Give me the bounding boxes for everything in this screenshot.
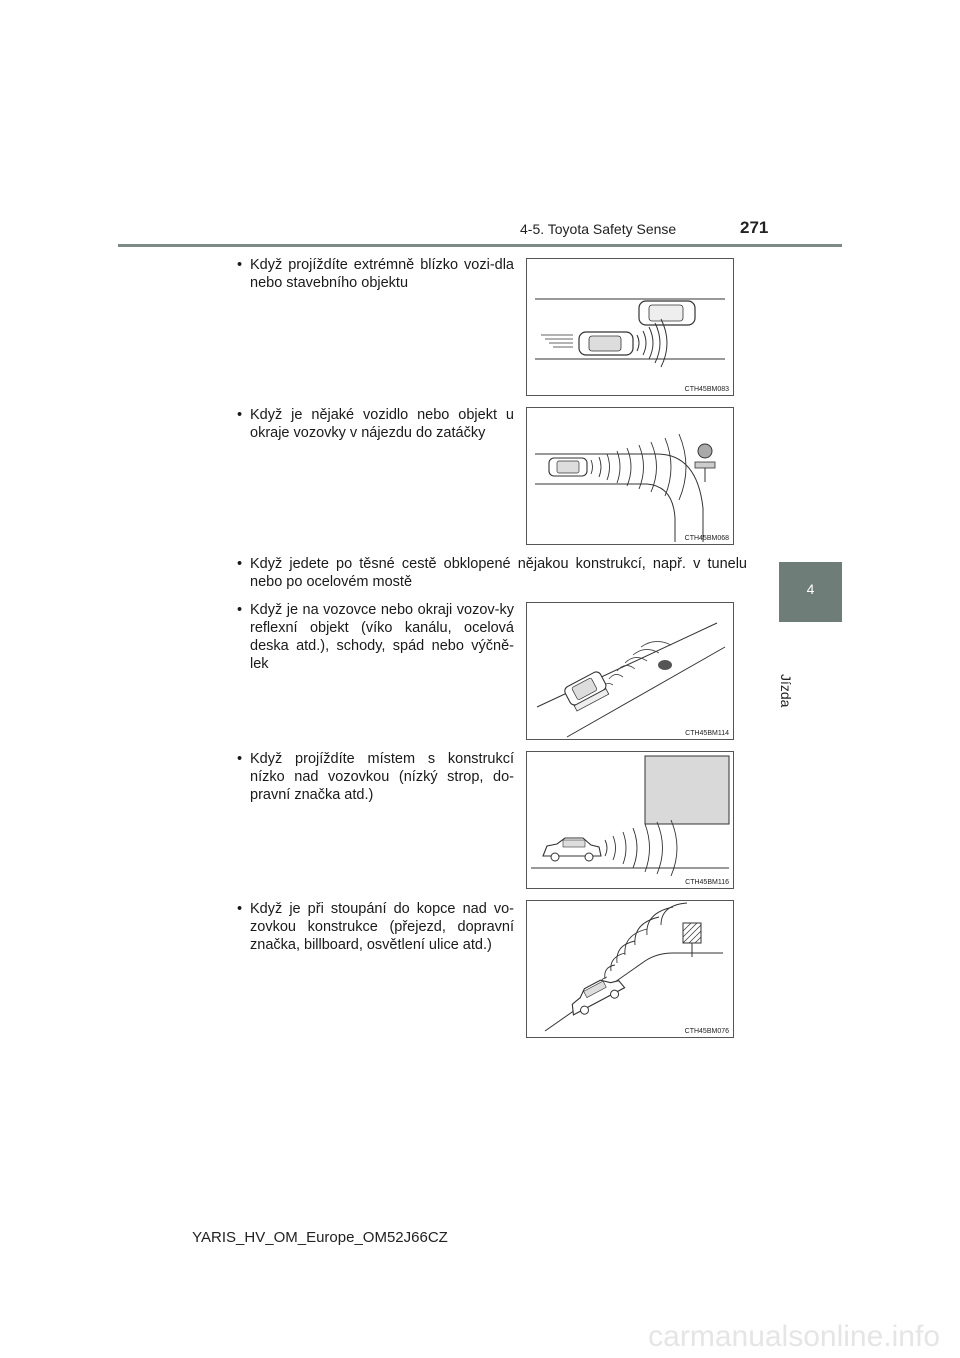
list-item xyxy=(237,900,514,954)
figure-code: CTH45BM068 xyxy=(684,535,729,542)
list-item xyxy=(237,601,514,673)
item-text: Když je nějaké vozidlo nebo objekt u okraje vozovky v nájezdu do zatáčky xyxy=(250,407,514,441)
item-text: Když projíždíte místem s konstrukcí nízko nad vozovkou (nízký strop, do-pravní značka atd.) xyxy=(250,751,514,803)
item-text: Když je na vozovce nebo okraji vozov-ky reflexní objekt (víko kanálu, ocelová deska atd.), schody, spád nebo výčně-lek xyxy=(250,602,514,672)
section-title: 4-5. Toyota Safety Sense xyxy=(520,221,677,237)
list-item xyxy=(237,555,747,591)
bullet: • xyxy=(237,407,243,423)
curve-object-drawing xyxy=(527,408,733,544)
item-text: Když jedete po těsné cestě obklopené nějakou konstrukcí, např. v tunelu nebo po ocelovém mostě xyxy=(250,556,747,590)
header-divider xyxy=(118,244,842,247)
chapter-label xyxy=(778,628,820,708)
bullet: • xyxy=(237,901,243,917)
list-item xyxy=(237,406,514,442)
illustration-close-vehicle xyxy=(526,258,734,396)
uphill-structure-drawing xyxy=(527,901,733,1037)
page-number: 271 xyxy=(740,218,769,237)
figure-code: CTH45BM083 xyxy=(684,386,729,393)
illustration-low-structure xyxy=(526,751,734,889)
bullet: • xyxy=(237,602,243,618)
reflective-object-drawing xyxy=(527,603,733,739)
illustration-reflective-object xyxy=(526,602,734,740)
close-vehicle-drawing xyxy=(527,259,733,395)
document-code: YARIS_HV_OM_Europe_OM52J66CZ xyxy=(192,1229,448,1246)
chapter-tab xyxy=(779,562,842,622)
figure-code: CTH45BM116 xyxy=(685,879,729,886)
list-item xyxy=(237,256,514,292)
illustration-curve-object xyxy=(526,407,734,545)
list-item xyxy=(237,750,514,804)
illustration-uphill-structure xyxy=(526,900,734,1038)
watermark: carmanualsonline.info xyxy=(648,1320,940,1353)
bullet: • xyxy=(237,751,243,767)
chapter-number: 4 xyxy=(806,581,815,597)
bullet: • xyxy=(237,257,243,273)
bullet: • xyxy=(237,556,243,572)
figure-code: CTH45BM114 xyxy=(685,730,729,737)
figure-code: CTH45BM076 xyxy=(684,1028,729,1035)
item-text: Když je při stoupání do kopce nad vo-zovkou konstrukce (přejezd, dopravní značka, billboard, osvětlení ulice atd.) xyxy=(250,901,514,953)
low-structure-drawing xyxy=(527,752,733,888)
item-text: Když projíždíte extrémně blízko vozi-dla nebo stavebního objektu xyxy=(250,257,514,291)
chapter-label-text: Jízda xyxy=(778,674,794,708)
